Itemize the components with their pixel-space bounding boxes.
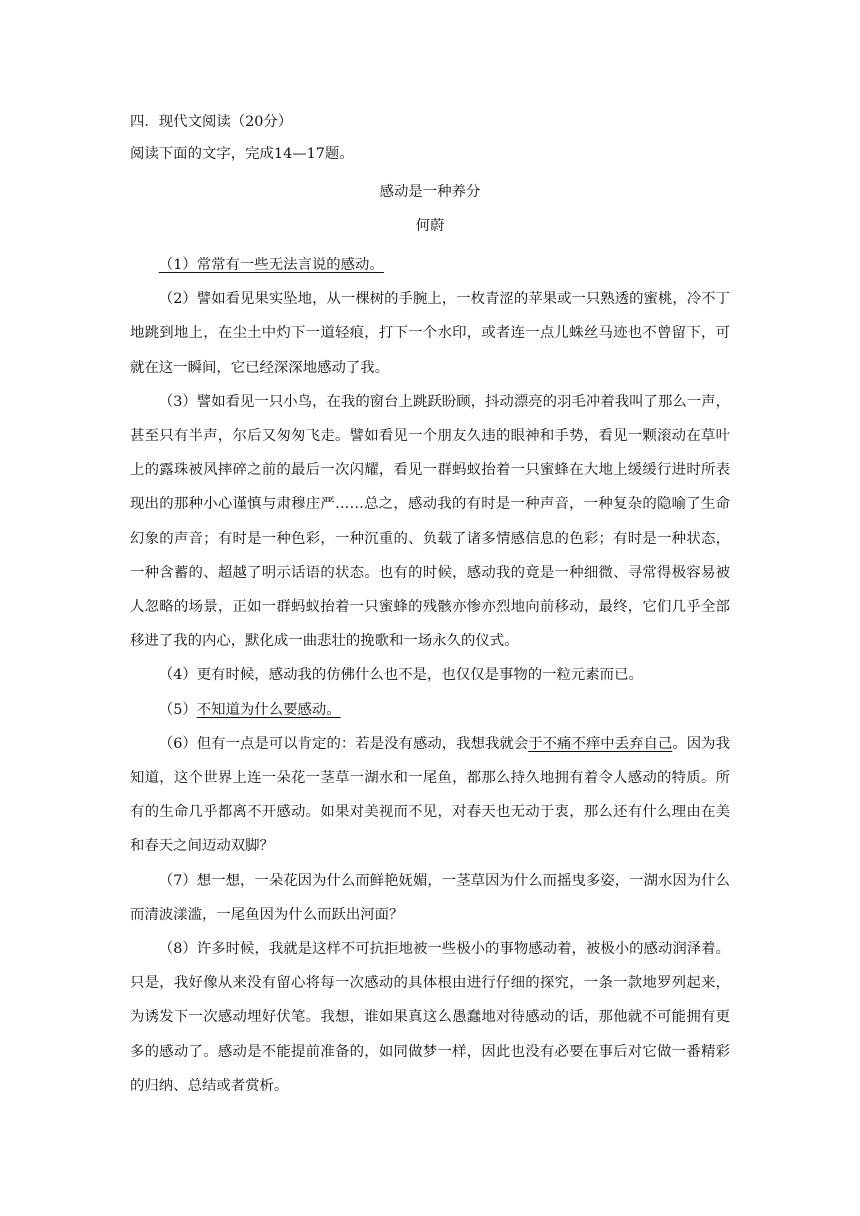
paragraph-number: （8） (158, 941, 197, 958)
paragraph-text: 更有时候，感动我的仿佛什么也不是，也仅仅是事物的一粒元素而已。 (196, 667, 643, 684)
paragraph-2 (130, 282, 730, 385)
paragraph-text: 。因为我知道，这个世界上连一朵花一茎草一湖水和一尾鱼，都那么持久地拥有着令人感动的特质。所有的生命几乎都离不开感动。如果对美视而不见，对春天也无动于衷，那么还有什么理由在美和春天之间迈动双脚？ (130, 735, 730, 855)
paragraph-8 (130, 932, 730, 1103)
paragraph-4 (130, 658, 730, 692)
paragraph-7 (130, 864, 730, 932)
paragraph-number: （6） (158, 735, 197, 752)
paragraph-text: 但有一点是可以肯定的：若是没有感动，我想我就会 (196, 735, 529, 752)
section-instruction: 阅读下面的文字，完成14—17题。 (130, 146, 354, 162)
reading-section (130, 110, 730, 1103)
paragraph-1 (159, 248, 730, 282)
paragraph-text: 想一想，一朵花因为什么而鲜艳妩媚，一茎草因为什么而摇曳多姿，一湖水因为什么而清波漾滥，一尾鱼因为什么而跃出河面？ (130, 872, 730, 923)
paragraph-text: 譬如看见果实坠地，从一棵树的手腕上，一枚青涩的苹果或一只熟透的蜜桃，冷不丁地跳到地上，在尘土中灼下一道轻痕，打下一个水印，或者连一点儿蛛丝马迹也不曾留下，可就在这一瞬间，它已经深深地感动了我。 (130, 291, 730, 376)
paragraph-5 (130, 693, 730, 727)
paragraph-number: （7） (158, 872, 197, 889)
paragraph-number: （1） (158, 257, 197, 273)
paragraph-number: （2） (158, 291, 197, 308)
paragraph-3 (130, 385, 730, 659)
paragraph-text: 许多时候，我就是这样不可抗拒地被一些极小的事物感动着，被极小的感动润泽着。只是，我好像从来没有留心将每一次感动的具体根由进行仔细的探究，一条一款地罗列起来，为诱发下一次感动埋好伏笔。我想，谁如果真这么愚蠢地对待感动的话，那他就不可能拥有更多的感动了。感动是不能提前准备的，如同做梦一样，因此也没有必要在事后对它做一番精彩的归纳、总结或者赏析。 (130, 941, 730, 1094)
paragraph-text: 常常有一些无法言说的感动。 (196, 257, 384, 273)
paragraph-number: （3） (158, 393, 197, 410)
article-title: 感动是一种养分 (379, 184, 481, 200)
paragraph-number: （4） (158, 667, 197, 684)
paragraph-text-underlined: 不知道为什么要感动。 (196, 701, 341, 718)
paragraph-6 (130, 727, 730, 864)
section-heading: 四．现代文阅读（20分） (130, 114, 293, 130)
paragraph-text: 譬如看见一只小鸟，在我的窗台上跳跃盼顾，抖动漂亮的羽毛冲着我叫了那么一声，甚至只有半声，尔后又匆匆飞走。譬如看见一个朋友久违的眼神和手势，看见一颗滚动在草叶上的露珠被风摔碎之前的最后一次闪耀，看见一群蚂蚁抬着一只蜜蜂在大地上缓缓行进时所表现出的那种小心谨慎与肃穆庄严……总之，感动我的有时是一种声音，一种复杂的隐喻了生命幻象的声音；有时是一种色彩，一种沉重的、负载了诸多情感信息的色彩；有时是一种状态，一种含蓄的、超越了明示话语的状态。也有的时候，感动我的竟是一种细微、寻常得极容易被人忽略的场景，正如一群蚂蚁抬着一只蜜蜂的残骸亦惨亦烈地向前移动，最终，它们几乎全部移进了我的内心，默化成一曲悲壮的挽歌和一场永久的仪式。 (130, 393, 730, 650)
paragraph-text-underlined: 于不痛不痒中丢弃自己 (528, 735, 673, 752)
paragraph-number: （5） (158, 701, 197, 718)
article-author: 何蔚 (415, 218, 445, 234)
